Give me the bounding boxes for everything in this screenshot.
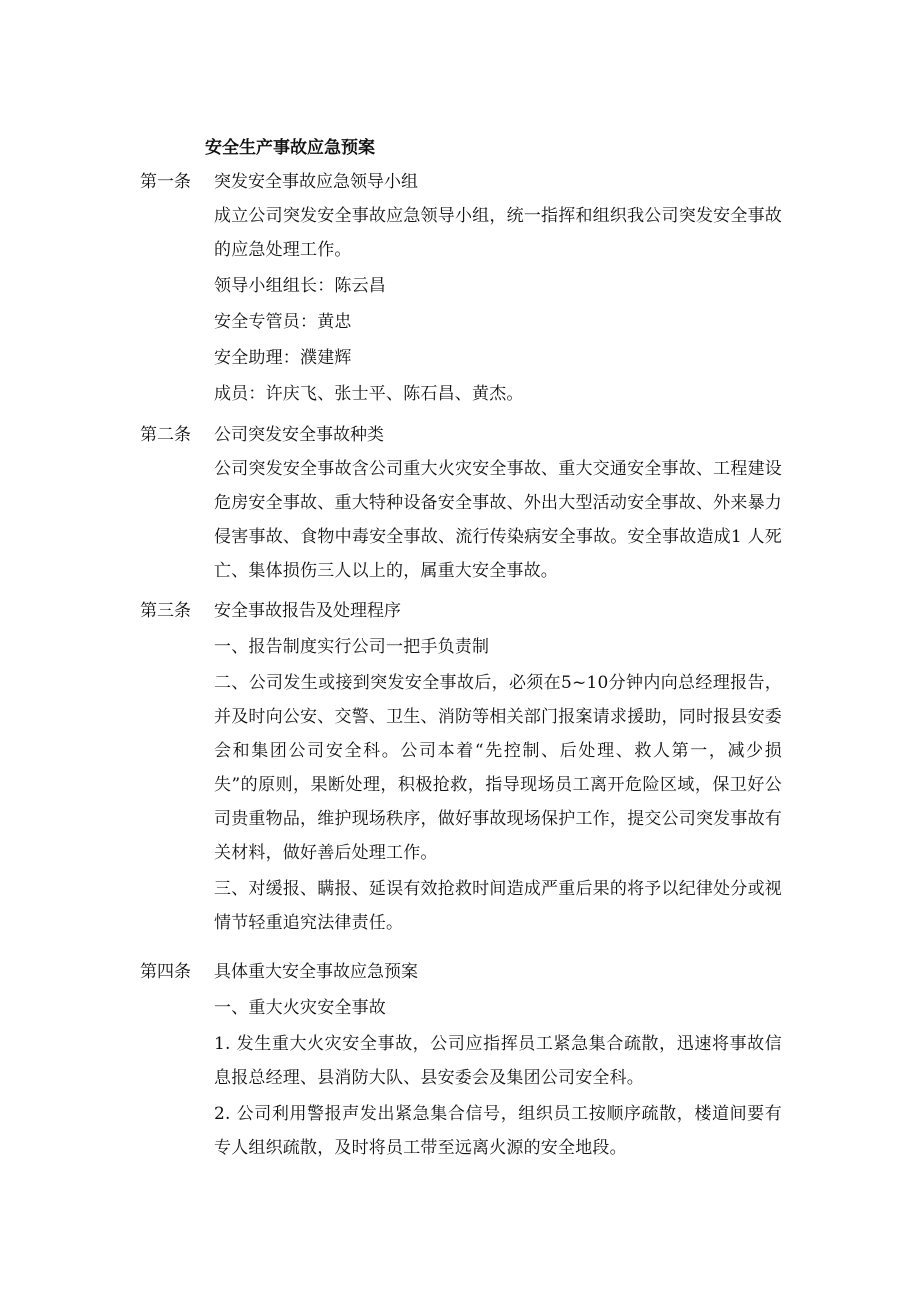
paragraph: 成立公司突发安全事故应急领导小组，统一指挥和组织我公司突发安全事故的应急处理工作。 (214, 206, 782, 260)
article-label: 第四条 (140, 962, 191, 982)
article-1-body (214, 199, 782, 411)
article-label: 第一条 (140, 172, 191, 192)
paragraph: 领导小组组长：陈云昌 (214, 276, 386, 296)
paragraph: 2. 公司利用警报声发出紧急集合信号，组织员工按顺序疏散，楼道间要有专人组织疏散，及时将员工带至远离火源的安全地段。 (214, 1104, 782, 1158)
paragraph: 一、报告制度实行公司一把手负责制 (214, 637, 490, 657)
article-heading: 安全事故报告及处理程序 (214, 601, 401, 621)
paragraph: 成员：许庆飞、张士平、陈石昌、黄杰。 (214, 384, 524, 404)
paragraph: 一、重大火灾安全事故 (214, 998, 386, 1018)
article-3-body (214, 630, 782, 940)
paragraph: 二、公司发生或接到突发安全事故后，必须在5~10分钟内向总经理报告，并及时向公安、交警、卫生、消防等相关部门报案请求援助，同时报县安委会和集团公司安全科。公司本着“先控制、后处理、救人第一，减少损失”的原则，果断处理，积极抢救，指导现场员工离开危险区域，保卫好公司贵重物品，维护现场秩序，做好事故现场保护工作，提交公司突发事故有关材料，做好善后处理工作。 (214, 673, 782, 863)
article-heading: 公司突发安全事故种类 (214, 425, 384, 445)
document-title: 安全生产事故应急预案 (205, 138, 375, 158)
article-4-body (214, 991, 782, 1165)
article-heading: 具体重大安全事故应急预案 (214, 962, 418, 982)
article-2-body (214, 452, 782, 588)
paragraph: 三、对缓报、瞒报、延误有效抢救时间造成严重后果的将予以纪律处分或视情节轻重追究法律责任。 (214, 879, 782, 933)
paragraph: 公司突发安全事故含公司重大火灾安全事故、重大交通安全事故、工程建设危房安全事故、重大特种设备安全事故、外出大型活动安全事故、外来暴力侵害事故、食物中毒安全事故、流行传染病安全事故。安全事故造成1 人死亡、集体损伤三人以上的，属重大安全事故。 (214, 459, 782, 581)
article-label: 第二条 (140, 425, 191, 445)
paragraph: 安全专管员：黄忠 (214, 312, 352, 332)
paragraph: 安全助理：濮建辉 (214, 348, 352, 368)
article-heading: 突发安全事故应急领导小组 (214, 172, 418, 192)
paragraph: 1. 发生重大火灾安全事故，公司应指挥员工紧急集合疏散，迅速将事故信息报总经理、县消防大队、县安委会及集团公司安全科。 (214, 1034, 782, 1088)
article-label: 第三条 (140, 601, 191, 621)
